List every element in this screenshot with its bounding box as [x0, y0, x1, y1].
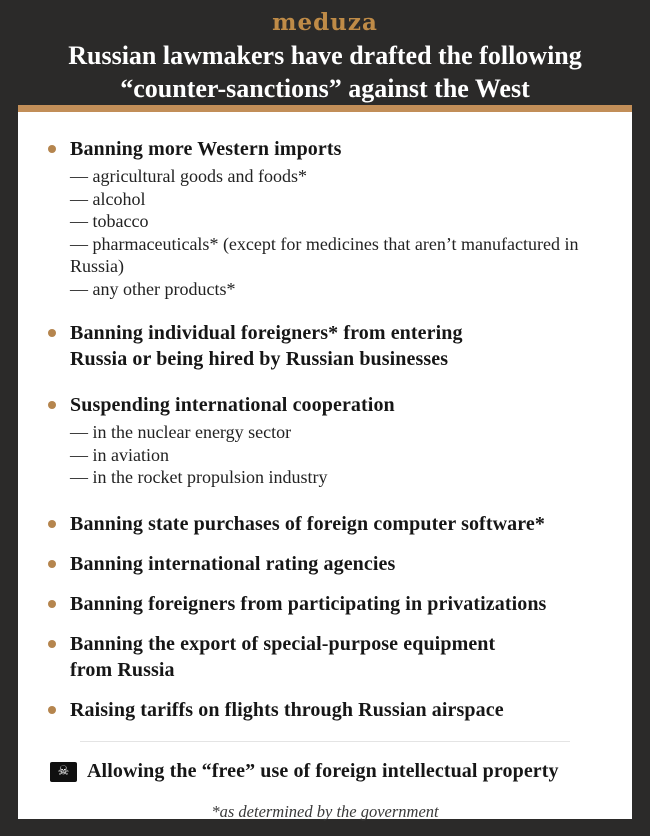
- item-heading-line-2: Russia or being hired by Russian businesses: [70, 348, 449, 370]
- item-subitem: — tobacco: [70, 211, 149, 231]
- item-heading: Banning individual foreigners* from entering: [70, 322, 463, 344]
- item-subitem: — in aviation: [70, 444, 169, 465]
- bullet-icon: [48, 706, 56, 714]
- bullet-icon: [48, 329, 56, 337]
- item-subitem: — in the rocket propulsion industry: [70, 467, 328, 487]
- page-title-line-2: “counter-sanctions” against the West: [120, 74, 530, 103]
- list-item: [48, 551, 602, 577]
- header: [0, 0, 650, 105]
- special-item-text: Allowing the “free” use of foreign intellectual property: [87, 759, 559, 782]
- item-heading-line-2: from Russia: [70, 658, 175, 681]
- bullet-icon: [48, 560, 56, 568]
- bullet-icon: [48, 401, 56, 409]
- item-subitem: — alcohol: [70, 188, 146, 209]
- list-item: [48, 631, 602, 683]
- item-subitem: — in the nuclear energy sector: [70, 422, 292, 442]
- bullet-icon: [48, 145, 56, 153]
- footnote: *as determined by the government: [211, 801, 439, 821]
- bullet-icon: [48, 520, 56, 528]
- list-item: [48, 697, 602, 723]
- content-card: [18, 105, 632, 819]
- item-heading: Banning state purchases of foreign computer software*: [70, 512, 545, 535]
- item-heading: Suspending international cooperation: [70, 394, 395, 416]
- page-title: [0, 39, 650, 105]
- item-heading: Banning the export of special-purpose equipment: [70, 632, 496, 655]
- list-item: [48, 511, 602, 537]
- page-title-line-1: Russian lawmakers have drafted the following: [68, 41, 582, 70]
- list-item: [48, 136, 602, 300]
- item-subitem: — pharmaceuticals* (except for medicines that aren’t manufactured in Russia): [70, 233, 579, 276]
- item-subitem: — agricultural goods and foods*: [70, 166, 307, 186]
- item-heading: Banning foreigners from participating in privatizations: [70, 592, 547, 615]
- special-item: [50, 758, 602, 784]
- item-subitem: — any other products*: [70, 278, 236, 299]
- pirate-flag-icon: ☠: [50, 762, 77, 782]
- list-item: [48, 320, 602, 372]
- item-heading: Banning international rating agencies: [70, 552, 396, 575]
- list-item: [48, 392, 602, 489]
- item-heading: Raising tariffs on flights through Russian airspace: [70, 698, 504, 721]
- bullet-icon: [48, 640, 56, 648]
- meduza-logo: meduza: [272, 9, 378, 36]
- item-heading: Banning more Western imports: [70, 138, 342, 160]
- divider: [80, 741, 570, 742]
- bullet-icon: [48, 600, 56, 608]
- list-item: [48, 591, 602, 617]
